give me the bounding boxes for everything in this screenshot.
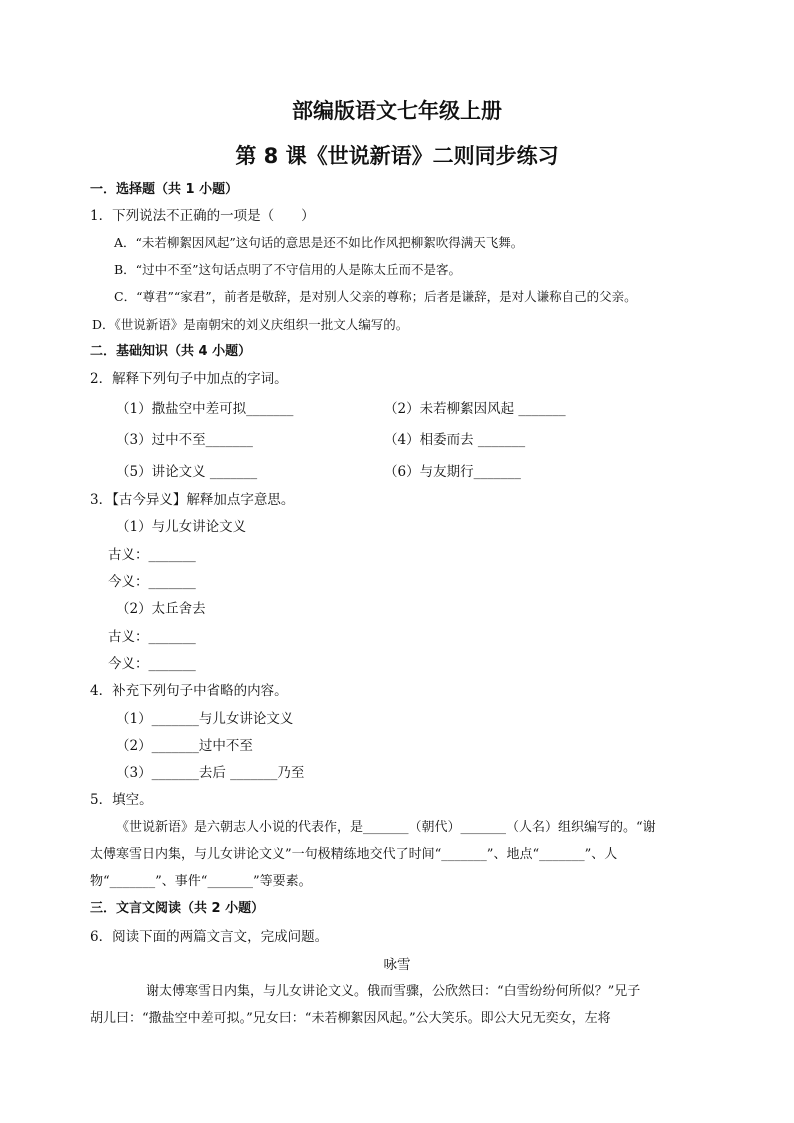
question-3-stem: 3．【古今异义】解释加点字意思。 (90, 492, 295, 508)
question-3-ancient-meaning-2: 古义：_______ (108, 629, 196, 645)
question-4-line-1: （1）_______与儿女讲论文义 (116, 711, 294, 727)
question-5-paragraph-line: 物“_______”、事件“_______”等要素。 (90, 874, 312, 889)
question-2-item: （2）未若柳絮因风起 _______ (384, 401, 566, 417)
question-2-item: （3）过中不至_______ (116, 432, 253, 448)
question-6-stem: 6．阅读下面的两篇文言文，完成问题。 (90, 929, 329, 945)
question-3-modern-meaning-1: 今义：_______ (108, 574, 196, 590)
question-2-item: （5）讲论文义 _______ (116, 464, 258, 480)
section-heading-classical-reading: 三．文言文阅读（共 2 小题） (90, 901, 265, 916)
section-heading-basic: 二．基础知识（共 4 小题） (90, 344, 252, 359)
passage-text-line: 谢太傅寒雪日内集，与儿女讲论文义。俄而雪骤，公欣然曰：“白雪纷纷何所似？”兄子 (146, 984, 641, 999)
question-3-sub-1: （1）与儿女讲论文义 (116, 519, 247, 535)
question-1-stem: 1．下列说法不正确的一项是（ ） (90, 208, 315, 224)
page-title: 部编版语文七年级上册 (292, 99, 502, 123)
question-5-paragraph-line: 《世说新语》是六朝志人小说的代表作，是_______（朝代）_______（人名）组织编写的。“谢 (116, 820, 656, 835)
question-4-line-2: （2）_______过中不至 (116, 738, 253, 754)
question-2-item: （1）撒盐空中差可拟_______ (116, 401, 294, 417)
section-heading-choice: 一．选择题（共 1 小题） (90, 182, 239, 197)
passage-title: 咏雪 (383, 957, 411, 973)
passage-text-line: 胡儿曰：“撒盐空中差可拟。”兄女曰：“未若柳絮因风起。”公大笑乐。即公大兄无奕女，左将 (90, 1011, 611, 1026)
question-5-paragraph-line: 太傅寒雪日内集，与儿女讲论文义”一句极精练地交代了时间“_______”、地点“_______”、人 (90, 847, 618, 862)
question-1-option-d: D．《世说新语》是南朝宋的刘义庆组织一批文人编写的。 (92, 317, 409, 332)
question-1-option-b: B．“过中不至”这句话点明了不守信用的人是陈太丘而不是客。 (114, 262, 461, 277)
question-1-option-a: A．“未若柳絮因风起”这句话的意思是还不如比作风把柳絮吹得满天飞舞。 (114, 235, 524, 250)
question-3-ancient-meaning-1: 古义：_______ (108, 547, 196, 563)
page-subtitle: 第 8 课《世说新语》二则同步练习 (235, 144, 559, 168)
question-2-item: （4）相委而去 _______ (384, 432, 526, 448)
question-2-item: （6）与友期行_______ (384, 464, 521, 480)
question-4-line-3: （3）_______去后 _______乃至 (116, 765, 305, 781)
question-4-stem: 4．补充下列句子中省略的内容。 (90, 683, 288, 699)
question-3-sub-2: （2）太丘舍去 (116, 601, 206, 617)
question-5-stem: 5．填空。 (90, 792, 153, 808)
question-2-stem: 2．解释下列句子中加点的字词。 (90, 371, 288, 387)
question-3-modern-meaning-2: 今义：_______ (108, 656, 196, 672)
question-1-option-c: C．“尊君”“家君”，前者是敬辞，是对别人父亲的尊称；后者是谦辞，是对人谦称自己的父亲。 (114, 289, 637, 304)
